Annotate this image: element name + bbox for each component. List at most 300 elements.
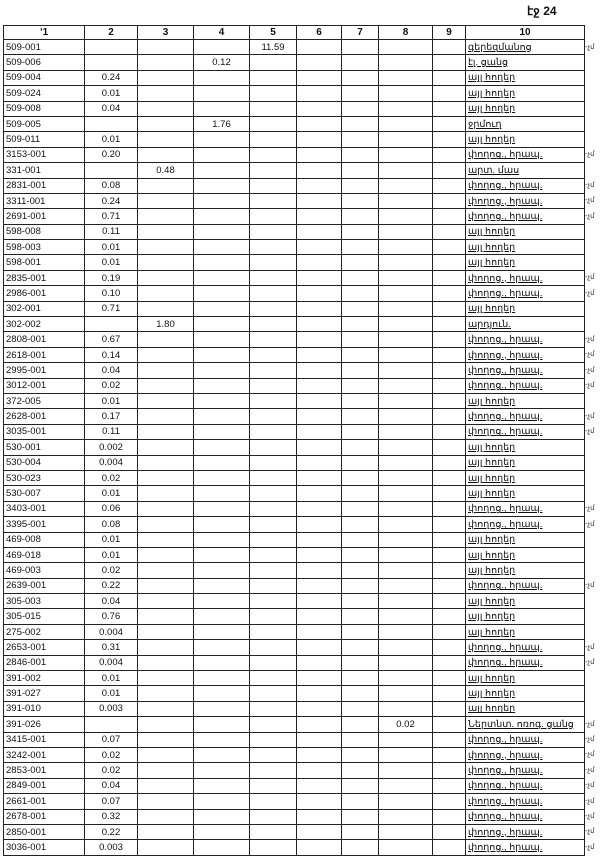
area-cell-col3 xyxy=(138,132,194,147)
parcel-code-cell: 2995-001 xyxy=(4,363,85,378)
area-cell-col2: 0.004 xyxy=(85,455,138,470)
parcel-code-cell: 598-003 xyxy=(4,240,85,255)
land-table xyxy=(3,25,585,856)
land-type-cell: փողոց., հրապ. xyxy=(466,270,585,285)
land-type-cell: էլ. ցանց xyxy=(466,55,585,70)
area-cell-col5 xyxy=(250,794,297,809)
parcel-code-cell: 530-007 xyxy=(4,486,85,501)
area-cell-col7 xyxy=(342,609,379,624)
area-cell-col7 xyxy=(342,547,379,562)
margin-mark: -չմ xyxy=(585,520,595,528)
area-cell-col2 xyxy=(85,317,138,332)
area-cell-col6 xyxy=(297,486,342,501)
parcel-code-cell: 2628-001 xyxy=(4,409,85,424)
area-cell-col3 xyxy=(138,116,194,131)
margin-mark: -չմ xyxy=(585,813,595,821)
area-cell-col9 xyxy=(433,286,466,301)
area-cell-col6 xyxy=(297,132,342,147)
area-cell-col4 xyxy=(194,640,250,655)
area-cell-col3 xyxy=(138,193,194,208)
area-cell-col6 xyxy=(297,55,342,70)
table-row xyxy=(4,778,585,793)
area-cell-col2: 0.20 xyxy=(85,147,138,162)
area-cell-col8 xyxy=(379,347,433,362)
land-type-cell: փողոց., հրապ. xyxy=(466,655,585,670)
table-row xyxy=(4,193,585,208)
area-cell-col7 xyxy=(342,778,379,793)
parcel-code-cell: 509-004 xyxy=(4,70,85,85)
area-cell-col3 xyxy=(138,70,194,85)
land-type-cell: այլ հողեր xyxy=(466,301,585,316)
area-cell-col9 xyxy=(433,70,466,85)
area-cell-col4 xyxy=(194,455,250,470)
area-cell-col9 xyxy=(433,270,466,285)
parcel-code-cell: 509-005 xyxy=(4,116,85,131)
area-cell-col7 xyxy=(342,717,379,732)
parcel-code-cell: 530-001 xyxy=(4,440,85,455)
area-cell-col6 xyxy=(297,378,342,393)
land-type-cell: փողոց., հրապ. xyxy=(466,424,585,439)
area-cell-col3 xyxy=(138,209,194,224)
table-row xyxy=(4,178,585,193)
area-cell-col9 xyxy=(433,332,466,347)
area-cell-col9 xyxy=(433,101,466,116)
table-row xyxy=(4,86,585,101)
area-cell-col4 xyxy=(194,393,250,408)
land-type-cell: այլ հողեր xyxy=(466,686,585,701)
area-cell-col3 xyxy=(138,824,194,839)
area-cell-col9 xyxy=(433,455,466,470)
area-cell-col8 xyxy=(379,286,433,301)
parcel-code-cell: 3035-001 xyxy=(4,424,85,439)
table-row xyxy=(4,163,585,178)
area-cell-col9 xyxy=(433,686,466,701)
area-cell-col3 xyxy=(138,794,194,809)
margin-mark: -չմ xyxy=(585,505,595,513)
area-cell-col8 xyxy=(379,147,433,162)
area-cell-col2: 0.67 xyxy=(85,332,138,347)
area-cell-col6 xyxy=(297,655,342,670)
area-cell-col7 xyxy=(342,824,379,839)
area-cell-col3 xyxy=(138,455,194,470)
area-cell-col9 xyxy=(433,563,466,578)
area-cell-col3 xyxy=(138,501,194,516)
parcel-code-cell: 598-001 xyxy=(4,255,85,270)
area-cell-col3 xyxy=(138,517,194,532)
parcel-code-cell: 2678-001 xyxy=(4,809,85,824)
area-cell-col2: 0.08 xyxy=(85,517,138,532)
land-type-cell: գերեզմանոց xyxy=(466,40,585,55)
area-cell-col3 xyxy=(138,424,194,439)
area-cell-col5 xyxy=(250,594,297,609)
parcel-code-cell: 469-003 xyxy=(4,563,85,578)
area-cell-col5 xyxy=(250,317,297,332)
area-cell-col8 xyxy=(379,40,433,55)
land-type-cell: ջրմուղ xyxy=(466,116,585,131)
area-cell-col9 xyxy=(433,717,466,732)
area-cell-col7 xyxy=(342,701,379,716)
area-cell-col9 xyxy=(433,824,466,839)
area-cell-col9 xyxy=(433,178,466,193)
parcel-code-cell: 391-026 xyxy=(4,717,85,732)
area-cell-col9 xyxy=(433,609,466,624)
area-cell-col4 xyxy=(194,378,250,393)
area-cell-col8 xyxy=(379,686,433,701)
land-type-cell: փողոց., հրապ. xyxy=(466,747,585,762)
area-cell-col8 xyxy=(379,455,433,470)
area-cell-col4 xyxy=(194,301,250,316)
area-cell-col5 xyxy=(250,671,297,686)
margin-mark: -չմ xyxy=(585,197,595,205)
area-cell-col5 xyxy=(250,378,297,393)
area-cell-col8 xyxy=(379,547,433,562)
area-cell-col3 xyxy=(138,393,194,408)
table-row xyxy=(4,686,585,701)
area-cell-col5 xyxy=(250,363,297,378)
area-cell-col9 xyxy=(433,840,466,855)
area-cell-col7 xyxy=(342,794,379,809)
area-cell-col3 xyxy=(138,255,194,270)
land-type-cell: փողոց., հրապ. xyxy=(466,286,585,301)
area-cell-col8 xyxy=(379,732,433,747)
area-cell-col6 xyxy=(297,70,342,85)
area-cell-col8 xyxy=(379,209,433,224)
parcel-code-cell: 302-002 xyxy=(4,317,85,332)
area-cell-col4 xyxy=(194,809,250,824)
margin-mark: -չմ xyxy=(585,382,595,390)
area-cell-col6 xyxy=(297,824,342,839)
area-cell-col4 xyxy=(194,101,250,116)
area-cell-col8 xyxy=(379,393,433,408)
land-type-cell: փողոց., հրապ. xyxy=(466,501,585,516)
area-cell-col5 xyxy=(250,532,297,547)
land-type-cell: այլ հողեր xyxy=(466,532,585,547)
table-row xyxy=(4,794,585,809)
area-cell-col8 xyxy=(379,501,433,516)
area-cell-col5 xyxy=(250,86,297,101)
area-cell-col2: 0.04 xyxy=(85,363,138,378)
area-cell-col6 xyxy=(297,40,342,55)
area-cell-col6 xyxy=(297,409,342,424)
area-cell-col4 xyxy=(194,163,250,178)
area-cell-col5 xyxy=(250,193,297,208)
table-row xyxy=(4,655,585,670)
area-cell-col4 xyxy=(194,193,250,208)
area-cell-col6 xyxy=(297,701,342,716)
area-cell-col7 xyxy=(342,363,379,378)
land-type-cell: փողոց., հրապ. xyxy=(466,732,585,747)
area-cell-col8 xyxy=(379,609,433,624)
area-cell-col8 xyxy=(379,486,433,501)
land-type-cell: փողոց., հրապ. xyxy=(466,147,585,162)
area-cell-col4 xyxy=(194,563,250,578)
area-cell-col7 xyxy=(342,624,379,639)
table-row xyxy=(4,455,585,470)
area-cell-col7 xyxy=(342,517,379,532)
table-row xyxy=(4,501,585,516)
margin-mark: -չմ xyxy=(585,182,595,190)
area-cell-col8 xyxy=(379,317,433,332)
area-cell-col2 xyxy=(85,55,138,70)
area-cell-col6 xyxy=(297,163,342,178)
margin-mark: -չմ xyxy=(585,643,595,651)
area-cell-col3 xyxy=(138,101,194,116)
area-cell-col2: 0.71 xyxy=(85,301,138,316)
area-cell-col9 xyxy=(433,778,466,793)
area-cell-col2: 0.11 xyxy=(85,424,138,439)
area-cell-col4 xyxy=(194,624,250,639)
area-cell-col7 xyxy=(342,255,379,270)
area-cell-col4 xyxy=(194,286,250,301)
area-cell-col8 xyxy=(379,563,433,578)
area-cell-col6 xyxy=(297,147,342,162)
area-cell-col5 xyxy=(250,578,297,593)
parcel-code-cell: 331-001 xyxy=(4,163,85,178)
parcel-code-cell: 509-006 xyxy=(4,55,85,70)
area-cell-col6 xyxy=(297,101,342,116)
area-cell-col7 xyxy=(342,455,379,470)
area-cell-col3: 0.48 xyxy=(138,163,194,178)
area-cell-col4 xyxy=(194,578,250,593)
area-cell-col3 xyxy=(138,270,194,285)
area-cell-col9 xyxy=(433,317,466,332)
parcel-code-cell: 598-008 xyxy=(4,224,85,239)
area-cell-col2: 0.11 xyxy=(85,224,138,239)
area-cell-col3 xyxy=(138,655,194,670)
area-cell-col9 xyxy=(433,701,466,716)
area-cell-col3 xyxy=(138,55,194,70)
area-cell-col6 xyxy=(297,517,342,532)
area-cell-col4 xyxy=(194,686,250,701)
area-cell-col6 xyxy=(297,532,342,547)
area-cell-col3 xyxy=(138,332,194,347)
parcel-code-cell: 3012-001 xyxy=(4,378,85,393)
area-cell-col4 xyxy=(194,147,250,162)
area-cell-col8 xyxy=(379,301,433,316)
area-cell-col3 xyxy=(138,224,194,239)
area-cell-col2: 0.04 xyxy=(85,594,138,609)
area-cell-col6 xyxy=(297,671,342,686)
area-cell-col7 xyxy=(342,732,379,747)
area-cell-col3 xyxy=(138,778,194,793)
area-cell-col2: 0.01 xyxy=(85,255,138,270)
area-cell-col2 xyxy=(85,717,138,732)
land-type-cell: փողոց., հրապ. xyxy=(466,778,585,793)
column-header-10: 10 xyxy=(466,26,585,40)
area-cell-col3 xyxy=(138,486,194,501)
area-cell-col2: 0.22 xyxy=(85,578,138,593)
parcel-code-cell: 3395-001 xyxy=(4,517,85,532)
area-cell-col5 xyxy=(250,301,297,316)
area-cell-col4 xyxy=(194,547,250,562)
area-cell-col5: 11.59 xyxy=(250,40,297,55)
parcel-code-cell: 302-001 xyxy=(4,301,85,316)
parcel-code-cell: 3311-001 xyxy=(4,193,85,208)
area-cell-col4 xyxy=(194,317,250,332)
parcel-code-cell: 2808-001 xyxy=(4,332,85,347)
area-cell-col4 xyxy=(194,224,250,239)
area-cell-col4 xyxy=(194,532,250,547)
area-cell-col5 xyxy=(250,178,297,193)
area-cell-col3 xyxy=(138,286,194,301)
area-cell-col9 xyxy=(433,378,466,393)
table-row xyxy=(4,532,585,547)
table-row xyxy=(4,517,585,532)
area-cell-col6 xyxy=(297,440,342,455)
area-cell-col7 xyxy=(342,655,379,670)
area-cell-col6 xyxy=(297,624,342,639)
area-cell-col3 xyxy=(138,640,194,655)
area-cell-col6 xyxy=(297,809,342,824)
column-header-9: 9 xyxy=(433,26,466,40)
area-cell-col4 xyxy=(194,409,250,424)
area-cell-col8 xyxy=(379,116,433,131)
margin-mark: -չմ xyxy=(585,289,595,297)
parcel-code-cell: 275-002 xyxy=(4,624,85,639)
parcel-code-cell: 509-024 xyxy=(4,86,85,101)
land-type-cell: արտ. մաս xyxy=(466,163,585,178)
area-cell-col7 xyxy=(342,116,379,131)
area-cell-col7 xyxy=(342,393,379,408)
area-cell-col8 xyxy=(379,332,433,347)
table-row xyxy=(4,409,585,424)
table-row xyxy=(4,255,585,270)
area-cell-col4 xyxy=(194,347,250,362)
land-type-cell: այլ հողեր xyxy=(466,594,585,609)
area-cell-col6 xyxy=(297,778,342,793)
area-cell-col6 xyxy=(297,455,342,470)
area-cell-col5 xyxy=(250,717,297,732)
table-row xyxy=(4,624,585,639)
table-row xyxy=(4,547,585,562)
parcel-code-cell: 3153-001 xyxy=(4,147,85,162)
area-cell-col6 xyxy=(297,317,342,332)
area-cell-col3 xyxy=(138,840,194,855)
area-cell-col2: 0.02 xyxy=(85,563,138,578)
area-cell-col4 xyxy=(194,671,250,686)
area-cell-col9 xyxy=(433,732,466,747)
land-type-cell: այլ հողեր xyxy=(466,132,585,147)
area-cell-col5 xyxy=(250,501,297,516)
area-cell-col8 xyxy=(379,671,433,686)
area-cell-col2: 0.01 xyxy=(85,547,138,562)
area-cell-col3 xyxy=(138,40,194,55)
area-cell-col5 xyxy=(250,624,297,639)
margin-mark: -չմ xyxy=(585,736,595,744)
parcel-code-cell: 2846-001 xyxy=(4,655,85,670)
area-cell-col4: 1.76 xyxy=(194,116,250,131)
margin-mark: -չմ xyxy=(585,720,595,728)
area-cell-col7 xyxy=(342,686,379,701)
area-cell-col2: 0.02 xyxy=(85,747,138,762)
header-row xyxy=(4,26,585,40)
table-row xyxy=(4,609,585,624)
area-cell-col6 xyxy=(297,470,342,485)
margin-mark: -չմ xyxy=(585,659,595,667)
area-cell-col5 xyxy=(250,470,297,485)
land-type-cell: այլ հողեր xyxy=(466,455,585,470)
table-row xyxy=(4,424,585,439)
parcel-code-cell: 2691-001 xyxy=(4,209,85,224)
margin-mark: -չմ xyxy=(585,212,595,220)
area-cell-col2: 0.02 xyxy=(85,470,138,485)
table-row xyxy=(4,347,585,362)
area-cell-col2: 0.04 xyxy=(85,778,138,793)
area-cell-col7 xyxy=(342,132,379,147)
land-type-cell: այլ հողեր xyxy=(466,255,585,270)
area-cell-col6 xyxy=(297,686,342,701)
area-cell-col4 xyxy=(194,332,250,347)
parcel-code-cell: 469-008 xyxy=(4,532,85,547)
area-cell-col5 xyxy=(250,763,297,778)
area-cell-col6 xyxy=(297,332,342,347)
area-cell-col9 xyxy=(433,163,466,178)
area-cell-col2: 0.01 xyxy=(85,686,138,701)
area-cell-col9 xyxy=(433,440,466,455)
area-cell-col2: 0.02 xyxy=(85,763,138,778)
area-cell-col5 xyxy=(250,840,297,855)
table-row xyxy=(4,701,585,716)
area-cell-col4 xyxy=(194,701,250,716)
area-cell-col3 xyxy=(138,147,194,162)
area-cell-col3 xyxy=(138,578,194,593)
area-cell-col6 xyxy=(297,240,342,255)
column-header-8: 8 xyxy=(379,26,433,40)
area-cell-col7 xyxy=(342,486,379,501)
table-row xyxy=(4,640,585,655)
parcel-code-cell: 372-005 xyxy=(4,393,85,408)
area-cell-col7 xyxy=(342,594,379,609)
table-row xyxy=(4,840,585,855)
area-cell-col4 xyxy=(194,440,250,455)
area-cell-col7 xyxy=(342,193,379,208)
area-cell-col4 xyxy=(194,517,250,532)
land-type-cell: փողոց., հրապ. xyxy=(466,640,585,655)
area-cell-col3 xyxy=(138,409,194,424)
area-cell-col2: 0.01 xyxy=(85,393,138,408)
parcel-code-cell: 2653-001 xyxy=(4,640,85,655)
area-cell-col2: 0.17 xyxy=(85,409,138,424)
area-cell-col2: 0.003 xyxy=(85,840,138,855)
area-cell-col4 xyxy=(194,132,250,147)
area-cell-col9 xyxy=(433,86,466,101)
area-cell-col7 xyxy=(342,209,379,224)
area-cell-col5 xyxy=(250,747,297,762)
area-cell-col3 xyxy=(138,717,194,732)
area-cell-col4 xyxy=(194,794,250,809)
area-cell-col4 xyxy=(194,470,250,485)
area-cell-col3 xyxy=(138,594,194,609)
table-row xyxy=(4,578,585,593)
land-type-cell: փողոց., հրապ. xyxy=(466,794,585,809)
table-row xyxy=(4,363,585,378)
parcel-code-cell: 530-004 xyxy=(4,455,85,470)
parcel-code-cell: 509-011 xyxy=(4,132,85,147)
area-cell-col9 xyxy=(433,193,466,208)
land-type-cell: փողոց., հրապ. xyxy=(466,332,585,347)
area-cell-col9 xyxy=(433,347,466,362)
area-cell-col2: 0.07 xyxy=(85,794,138,809)
table-row xyxy=(4,717,585,732)
area-cell-col5 xyxy=(250,455,297,470)
land-type-cell: փողոց., հրապ. xyxy=(466,763,585,778)
area-cell-col9 xyxy=(433,486,466,501)
area-cell-col7 xyxy=(342,70,379,85)
area-cell-col6 xyxy=(297,840,342,855)
land-type-cell: այլ հողեր xyxy=(466,671,585,686)
area-cell-col5 xyxy=(250,809,297,824)
area-cell-col9 xyxy=(433,363,466,378)
